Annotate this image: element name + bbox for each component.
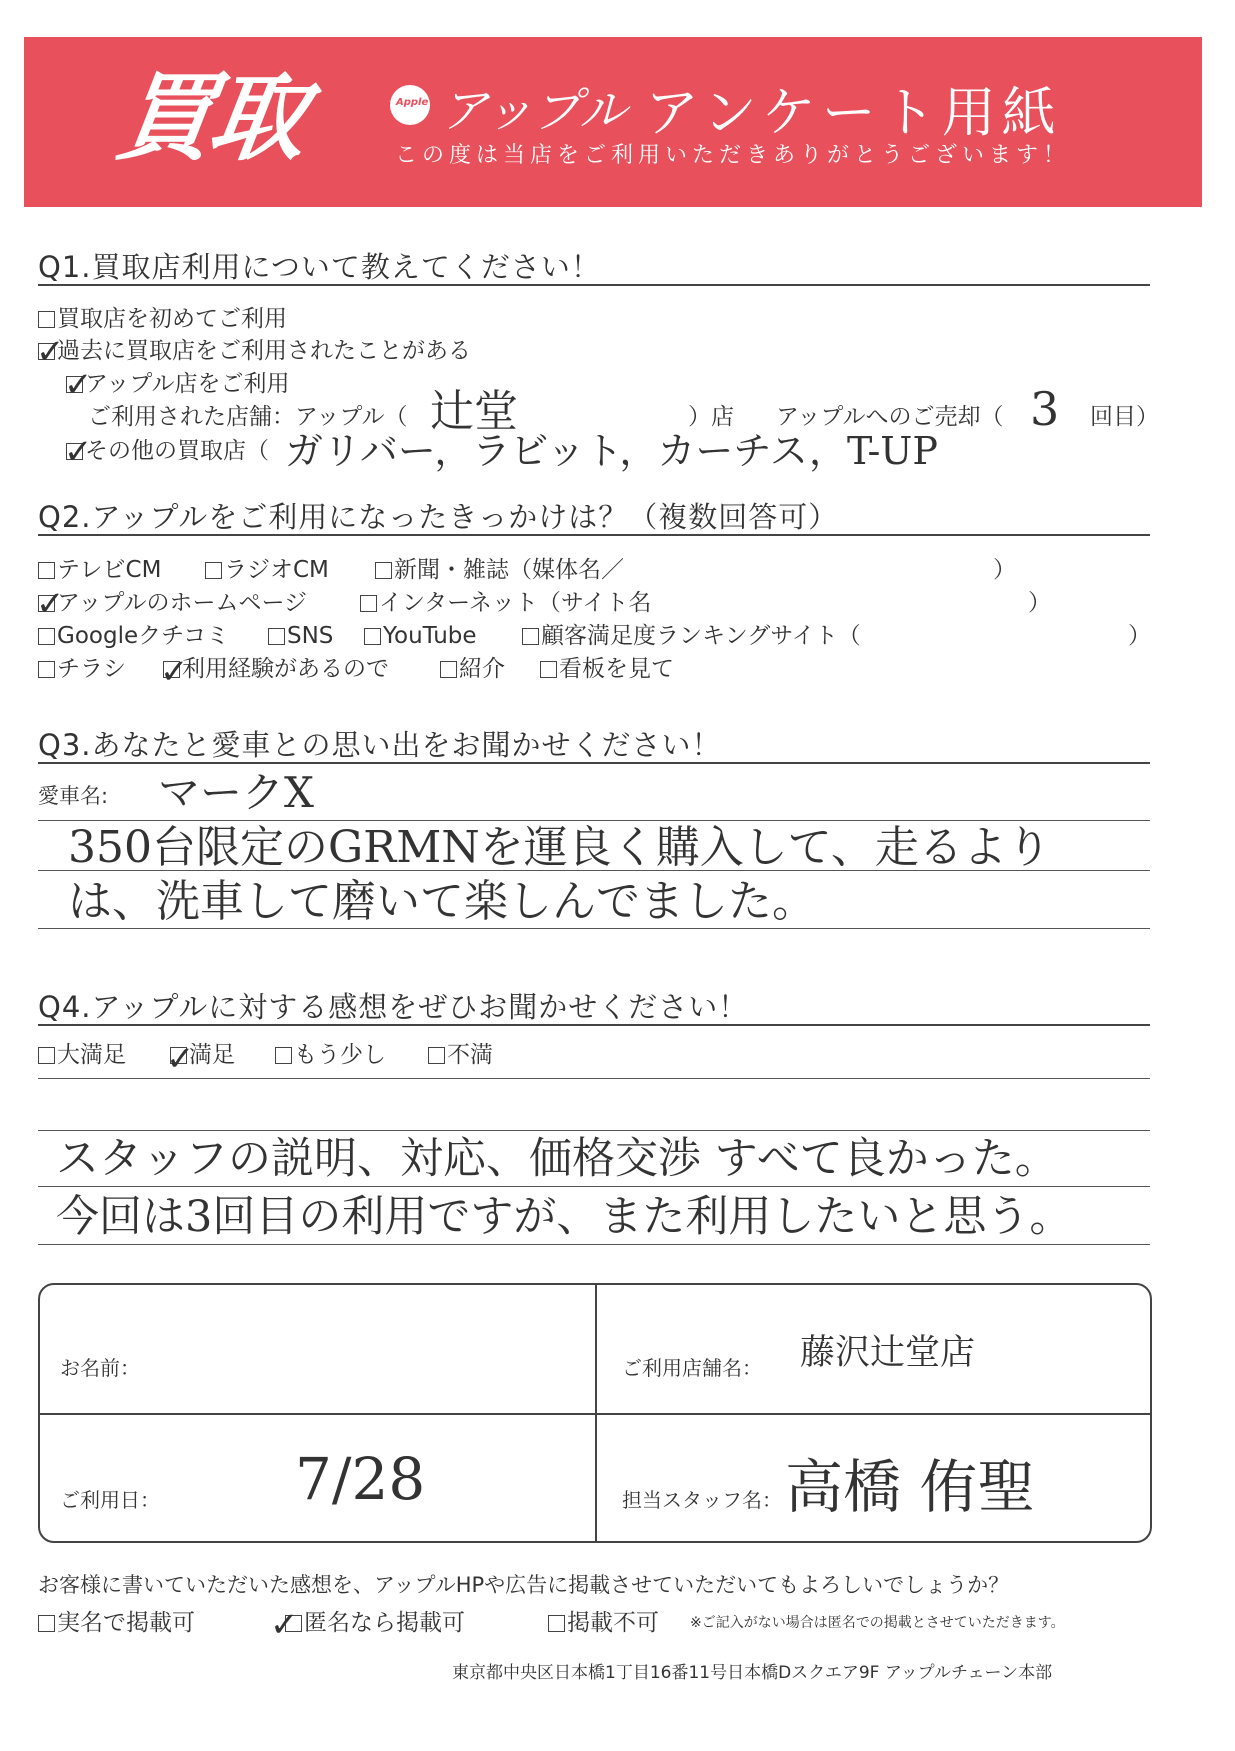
brand-name: アップル: [440, 83, 627, 139]
checkbox[interactable]: [522, 628, 539, 645]
check-mark-icon: ✓: [160, 652, 189, 692]
q2-option-referral-label: 紹介: [459, 656, 505, 682]
staff-label: 担当スタッフ名：: [622, 1488, 782, 1512]
q1-count-suffix: 回目）: [1090, 404, 1159, 430]
checkbox[interactable]: [38, 661, 55, 678]
q2-option-flyer[interactable]: [38, 658, 126, 681]
checkbox[interactable]: [428, 1047, 445, 1064]
checkbox[interactable]: [38, 628, 55, 645]
q3-rule: [38, 762, 1150, 764]
q4-comment-line-2: 今回は3回目の利用ですが、また利用したいと思う。: [56, 1192, 1073, 1242]
q1-rule: [38, 284, 1150, 286]
q1-option-first[interactable]: [38, 308, 287, 331]
apple-logo-text: Apple: [396, 97, 429, 108]
q2-option-experience-label: 利用経験があるので: [182, 656, 389, 682]
q4-option-very-label: 大満足: [57, 1042, 126, 1068]
date-value[interactable]: 7/28: [295, 1445, 426, 1513]
q4-option-unsatisfied[interactable]: [428, 1044, 493, 1067]
consent-option-real-label: 実名で掲載可: [57, 1610, 195, 1636]
consent-question: お客様に書いていただいた感想を、アップルHPや広告に掲載させていただいてもよろしいでしょうか？: [38, 1573, 1010, 1597]
q1-other-value: ガリバー，ラビット，カーチス，T-UP: [285, 429, 938, 473]
q3-car-value: マークX: [158, 768, 314, 817]
q2-option-tv-label: テレビCM: [57, 557, 162, 583]
consent-note: ※ご記入がない場合は匿名での掲載とさせていただきます。: [690, 1615, 1065, 1631]
q2-option-ranking-label: 顧客満足度ランキングサイト（: [541, 623, 861, 649]
check-mark-icon: ✓: [64, 432, 93, 472]
q4-line-4: [38, 1244, 1150, 1245]
store-name-label: ご利用店舗名：: [622, 1356, 762, 1380]
q3-memory-line-1: 350台限定のGRMNを運良く購入して、走るより: [68, 822, 1051, 873]
q4-rule: [38, 1024, 1150, 1026]
q1-option-apple[interactable]: [66, 373, 289, 396]
q2-option-homepage[interactable]: [38, 592, 307, 615]
consent-option-anon[interactable]: [285, 1612, 465, 1635]
check-mark-icon: ✓: [166, 1039, 195, 1079]
q3-title: Q3.あなたと愛車との思い出をお聞かせください！: [38, 728, 722, 762]
staff-value[interactable]: 高橋 侑聖: [785, 1453, 1036, 1521]
q2-option-radio-label: ラジオCM: [224, 557, 329, 583]
q4-option-more-label: もう少し: [294, 1042, 386, 1068]
q2-option-sns[interactable]: [268, 625, 333, 648]
check-mark-icon: ✓: [64, 365, 93, 405]
q2-option-sign[interactable]: [540, 658, 674, 681]
q3-memory-line-2: は、洗車して磨いて楽しんでました。: [68, 876, 816, 927]
q2-option-referral[interactable]: [440, 658, 505, 681]
table-divider-horizontal: [40, 1413, 1150, 1415]
checkbox[interactable]: [205, 562, 222, 579]
q1-option-other[interactable]: [66, 440, 269, 463]
survey-subtitle: この度は当店をご利用いただきありがとうございます！: [395, 143, 1071, 168]
q3-car-label: 愛車名:: [38, 784, 109, 808]
checkbox[interactable]: [360, 595, 377, 612]
consent-option-no-label: 掲載不可: [567, 1610, 659, 1636]
checkbox[interactable]: [364, 628, 381, 645]
q2-ranking-close: ）: [1128, 623, 1151, 649]
q1-option-past[interactable]: [38, 340, 471, 363]
q2-option-google[interactable]: [38, 625, 229, 648]
checkbox[interactable]: [440, 661, 457, 678]
q4-line-3: [38, 1186, 1150, 1187]
q4-line-2: [38, 1130, 1150, 1131]
q4-option-more[interactable]: [275, 1044, 386, 1067]
q4-line-1: [38, 1078, 1150, 1079]
survey-title: アンケート用紙: [645, 81, 1062, 144]
q1-option-first-label: 買取店を初めてご利用: [57, 306, 287, 332]
q2-option-youtube-label: YouTube: [383, 623, 477, 649]
kaitori-logo: 買取: [110, 62, 310, 174]
checkbox[interactable]: [548, 1615, 565, 1632]
checkbox[interactable]: [38, 311, 55, 328]
checkbox[interactable]: [275, 1047, 292, 1064]
q2-option-radio[interactable]: [205, 559, 329, 582]
q2-option-news-label: 新聞・雑誌（媒体名／: [394, 557, 624, 583]
q1-title: Q1.買取店利用について教えてください！: [38, 250, 601, 284]
q2-option-homepage-label: アップルのホームページ: [57, 590, 308, 616]
apple-icon: [390, 85, 430, 125]
checkbox[interactable]: [38, 1615, 55, 1632]
q2-option-ranking[interactable]: [522, 625, 861, 648]
q2-internet-close: ）: [1028, 590, 1051, 616]
checkbox[interactable]: [38, 562, 55, 579]
q4-option-unsatisfied-label: 不満: [447, 1042, 493, 1068]
q2-option-internet-label: インターネット（サイト名: [379, 590, 652, 616]
q4-option-satisfied-label: 満足: [189, 1042, 235, 1068]
q4-comment-line-1: スタッフの説明、対応、価格交渉 すべて良かった。: [56, 1134, 1058, 1184]
q1-store-value: 辻堂: [430, 386, 518, 437]
consent-option-real[interactable]: [38, 1612, 195, 1635]
checkbox[interactable]: [540, 661, 557, 678]
checkbox[interactable]: [375, 562, 392, 579]
name-label: お名前：: [60, 1356, 140, 1380]
q3-line-1: [38, 820, 1150, 821]
q2-option-news[interactable]: [375, 559, 624, 582]
q2-option-youtube[interactable]: [364, 625, 477, 648]
q2-rule: [38, 534, 1150, 536]
q3-line-2: [38, 870, 1150, 871]
q2-option-sns-label: SNS: [287, 623, 334, 649]
q2-title: Q2.アップルをご利用になったきっかけは？（複数回答可）: [38, 500, 839, 534]
q2-option-google-label: Googleクチコミ: [57, 623, 230, 649]
q3-line-3: [38, 928, 1150, 929]
q2-news-close: ）: [993, 557, 1016, 583]
q1-store-suffix: ）店: [688, 404, 734, 430]
q4-option-very[interactable]: [38, 1044, 126, 1067]
footer-address: 東京都中央区日本橋1丁目16番11号日本橋Dスクエア9F アップルチェーン本部: [452, 1663, 1053, 1683]
date-label: ご利用日：: [60, 1488, 160, 1512]
q1-count-value: 3: [1030, 382, 1060, 436]
q2-option-experience[interactable]: [163, 658, 389, 681]
q2-option-flyer-label: チラシ: [57, 656, 126, 682]
q1-count-label: アップルへのご売却（: [776, 404, 1004, 430]
check-mark-icon: ✓: [36, 332, 65, 372]
check-mark-icon: ✓: [270, 1605, 299, 1645]
q2-option-tv[interactable]: [38, 559, 161, 582]
q1-option-apple-label: アップル店をご利用: [85, 371, 290, 397]
q1-option-other-label: その他の買取店（: [85, 438, 269, 464]
consent-option-anon-label: 匿名なら掲載可: [304, 1610, 465, 1636]
q4-title: Q4.アップルに対する感想をぜひお聞かせください！: [38, 990, 749, 1024]
q2-option-internet[interactable]: [360, 592, 651, 615]
checkbox[interactable]: [268, 628, 285, 645]
store-name-value[interactable]: 藤沢辻堂店: [800, 1333, 976, 1373]
q1-option-past-label: 過去に買取店をご利用されたことがある: [57, 338, 471, 364]
consent-option-no[interactable]: [548, 1612, 659, 1635]
checkbox[interactable]: [38, 1047, 55, 1064]
q2-option-sign-label: 看板を見て: [559, 656, 674, 682]
q1-store-label: ご利用された店舗：アップル（: [88, 404, 408, 430]
check-mark-icon: ✓: [36, 584, 65, 624]
